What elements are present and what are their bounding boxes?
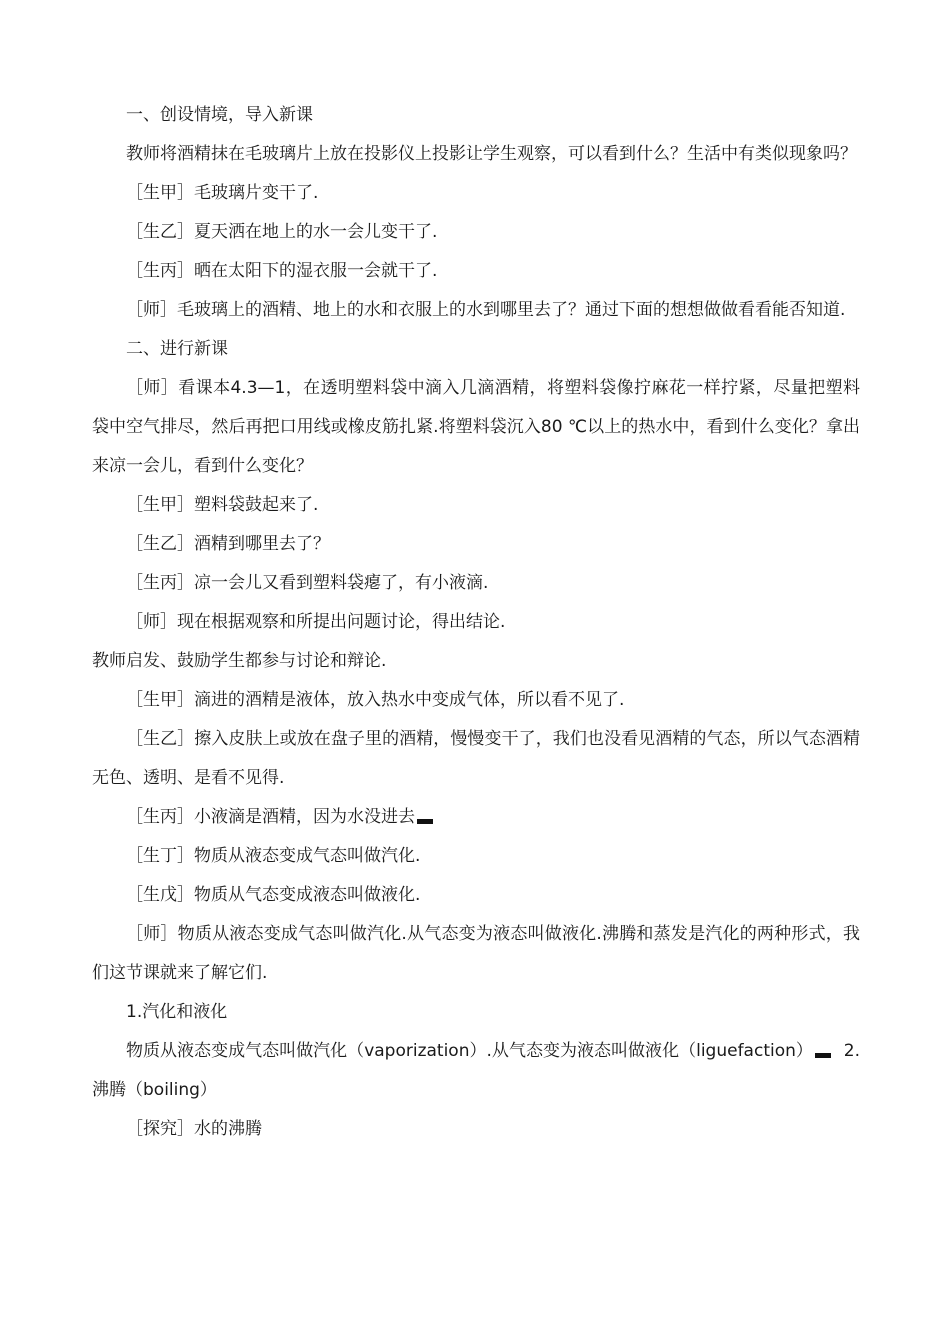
- explore-line: ［探究］水的沸腾: [126, 1119, 262, 1139]
- student-line-5: ［生乙］酒精到哪里去了？: [126, 534, 330, 554]
- student-line-9-text: ［生丙］小液滴是酒精，因为水没进去: [126, 807, 415, 827]
- student-line-1: ［生甲］毛玻璃片变干了.: [126, 183, 319, 203]
- student-line-4: ［生甲］塑料袋鼓起来了.: [126, 495, 319, 515]
- boiling-heading: 2.沸腾（boiling）: [92, 1041, 860, 1100]
- teacher-line-1: ［师］毛玻璃上的酒精、地上的水和衣服上的水到哪里去了？通过下面的想想做做看看能否知道.: [126, 300, 846, 320]
- student-line-11: ［生戊］物质从气态变成液态叫做液化.: [126, 885, 421, 905]
- paragraph-intro: 教师将酒精抹在毛玻璃片上放在投影仪上投影让学生观察，可以看到什么？生活中有类似现象吗？: [126, 144, 857, 164]
- student-line-2: ［生乙］夏天洒在地上的水一会儿变干了.: [126, 222, 438, 242]
- ink-mark: [815, 1053, 831, 1058]
- student-line-8: ［生乙］擦入皮肤上或放在盘子里的酒精，慢慢变干了，我们也没看见酒精的气态，所以气态酒精无色、透明、是看不见得.: [92, 729, 860, 788]
- teacher-line-4: ［师］物质从液态变成气态叫做汽化.从气态变为液态叫做液化.沸腾和蒸发是汽化的两种形式，我们这节课就来了解它们.: [92, 924, 860, 983]
- section-heading-2: 二、进行新课: [126, 339, 228, 359]
- section-heading-3: 1.汽化和液化: [126, 1002, 228, 1022]
- paragraph-discussion: 教师启发、鼓励学生都参与讨论和辩论.: [92, 651, 387, 671]
- document-page: [92, 96, 860, 1149]
- student-line-7: ［生甲］滴进的酒精是液体，放入热水中变成气体，所以看不见了.: [126, 690, 625, 710]
- paragraph-definition: [92, 1032, 860, 1110]
- section-heading-1: 一、创设情境，导入新课: [126, 105, 313, 125]
- student-line-6: ［生丙］凉一会儿又看到塑料袋瘪了，有小液滴.: [126, 573, 489, 593]
- ink-mark: [417, 819, 433, 824]
- definition-text: 物质从液态变成气态叫做汽化（vaporization）.从气态变为液态叫做液化（liguefaction）: [126, 1041, 813, 1061]
- student-line-10: ［生丁］物质从液态变成气态叫做汽化.: [126, 846, 421, 866]
- teacher-line-3: ［师］现在根据观察和所提出问题讨论，得出结论.: [126, 612, 506, 632]
- student-line-9: [92, 798, 860, 837]
- student-line-3: ［生丙］晒在太阳下的湿衣服一会就干了.: [126, 261, 438, 281]
- teacher-line-2: ［师］看课本4.3—1，在透明塑料袋中滴入几滴酒精，将塑料袋像拧麻花一样拧紧，尽量把塑料袋中空气排尽，然后再把口用线或橡皮筋扎紧.将塑料袋沉入80 ℃以上的热水中，看到什么变化？拿出来凉一会儿，看到什么变化？: [92, 378, 860, 476]
